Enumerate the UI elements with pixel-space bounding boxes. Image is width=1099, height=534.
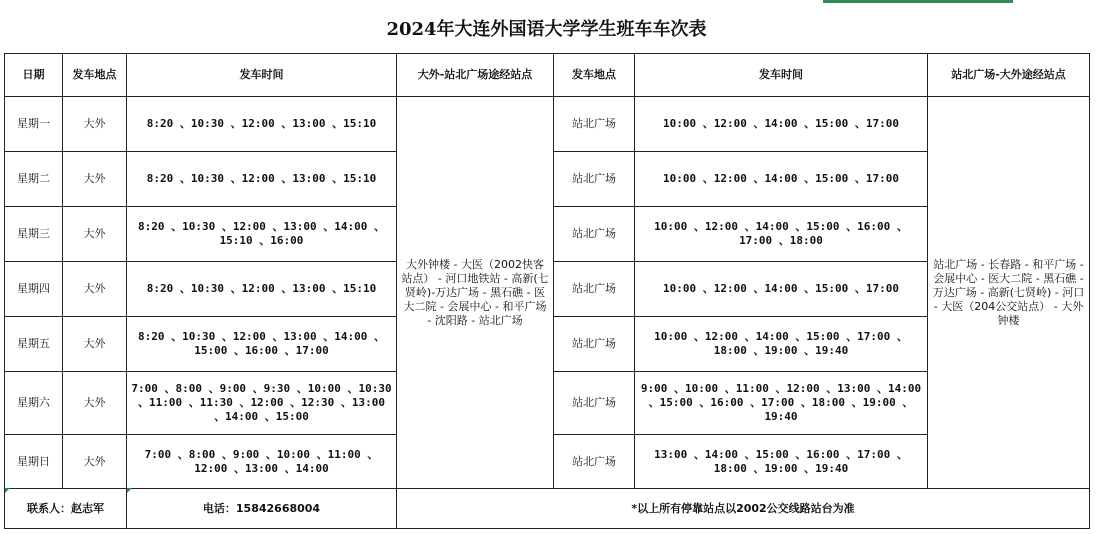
times-cell: 7:00 、8:00 、9:00 、9:30 、10:00 、10:30 、11:00 、11:30 、12:00 、12:30 、13:00 、14:00 、15:00 [127,372,397,435]
from-cell: 大外 [63,207,127,262]
from-back-cell: 站北广场 [554,435,635,489]
times-back-cell: 10:00 、12:00 、14:00 、15:00 、16:00 、17:00 、18:00 [635,207,928,262]
page-title: 2024年大连外国语大学学生班车车次表 [386,19,707,40]
contact-person: 联系人：赵志军 [5,489,127,529]
route-back-cell: 站北广场 - 长春路 - 和平广场 - 会展中心 - 医大二院 - 黑石礁 - 万达广场 - 高新(七贤岭) - 河口 - 大医（204公交站点） - 大外钟楼 [928,97,1090,489]
from-cell: 大外 [63,152,127,207]
times-cell: 8:20 、10:30 、12:00 、13:00 、15:10 [127,152,397,207]
times-cell: 7:00 、8:00 、9:00 、10:00 、11:00 、12:00 、13:00 、14:00 [127,435,397,489]
header-route-out: 大外-站北广场途经站点 [397,54,554,97]
day-cell: 星期二 [5,152,63,207]
day-cell: 星期日 [5,435,63,489]
from-back-cell: 站北广场 [554,152,635,207]
from-back-cell: 站北广场 [554,262,635,317]
from-back-cell: 站北广场 [554,372,635,435]
from-cell: 大外 [63,435,127,489]
from-back-cell: 站北广场 [554,317,635,372]
from-back-cell: 站北广场 [554,207,635,262]
contact-phone: 电话：15842668004 [127,489,397,529]
cell-comment-marker [5,488,10,493]
day-cell: 星期六 [5,372,63,435]
times-cell: 8:20 、10:30 、12:00 、13:00 、14:00 、15:00 、16:00 、17:00 [127,317,397,372]
times-back-cell: 10:00 、12:00 、14:00 、15:00 、17:00 [635,262,928,317]
from-back-cell: 站北广场 [554,97,635,152]
times-back-cell: 13:00 、14:00 、15:00 、16:00 、17:00 、18:00 、19:00 、19:40 [635,435,928,489]
bus-schedule-table [4,53,1090,529]
day-cell: 星期一 [5,97,63,152]
day-cell: 星期四 [5,262,63,317]
times-cell: 8:20 、10:30 、12:00 、13:00 、15:10 [127,262,397,317]
header-route-back: 站北广场-大外途经站点 [928,54,1090,97]
header-depart-time-back: 发车时间 [635,54,928,97]
from-cell: 大外 [63,262,127,317]
from-cell: 大外 [63,97,127,152]
day-cell: 星期五 [5,317,63,372]
route-out-cell: 大外钟楼 - 大医（2002快客站点） - 河口地铁站 - 高新(七贤岭)-万达广场 - 黑石礁 - 医大二院 - 会展中心 - 和平广场 - 沈阳路 - 站北广场 [397,97,554,489]
footer-note: *以上所有停靠站点以2002公交线路站台为准 [397,489,1090,529]
header-depart-time: 发车时间 [127,54,397,97]
cell-comment-marker [127,488,132,493]
header-depart-location: 发车地点 [63,54,127,97]
times-cell: 8:20 、10:30 、12:00 、13:00 、14:00 、15:10 、16:00 [127,207,397,262]
times-cell: 8:20 、10:30 、12:00 、13:00 、15:10 [127,97,397,152]
table-row [5,97,1090,152]
from-cell: 大外 [63,317,127,372]
header-date: 日期 [5,54,63,97]
times-back-cell: 10:00 、12:00 、14:00 、15:00 、17:00 、18:00 、19:00 、19:40 [635,317,928,372]
times-back-cell: 9:00 、10:00 、11:00 、12:00 、13:00 、14:00 、15:00 、16:00 、17:00 、18:00 、19:00 、19:40 [635,372,928,435]
footer-row [5,489,1090,529]
times-back-cell: 10:00 、12:00 、14:00 、15:00 、17:00 [635,152,928,207]
header-row [5,54,1090,97]
header-depart-location-back: 发车地点 [554,54,635,97]
times-back-cell: 10:00 、12:00 、14:00 、15:00 、17:00 [635,97,928,152]
from-cell: 大外 [63,372,127,435]
day-cell: 星期三 [5,207,63,262]
